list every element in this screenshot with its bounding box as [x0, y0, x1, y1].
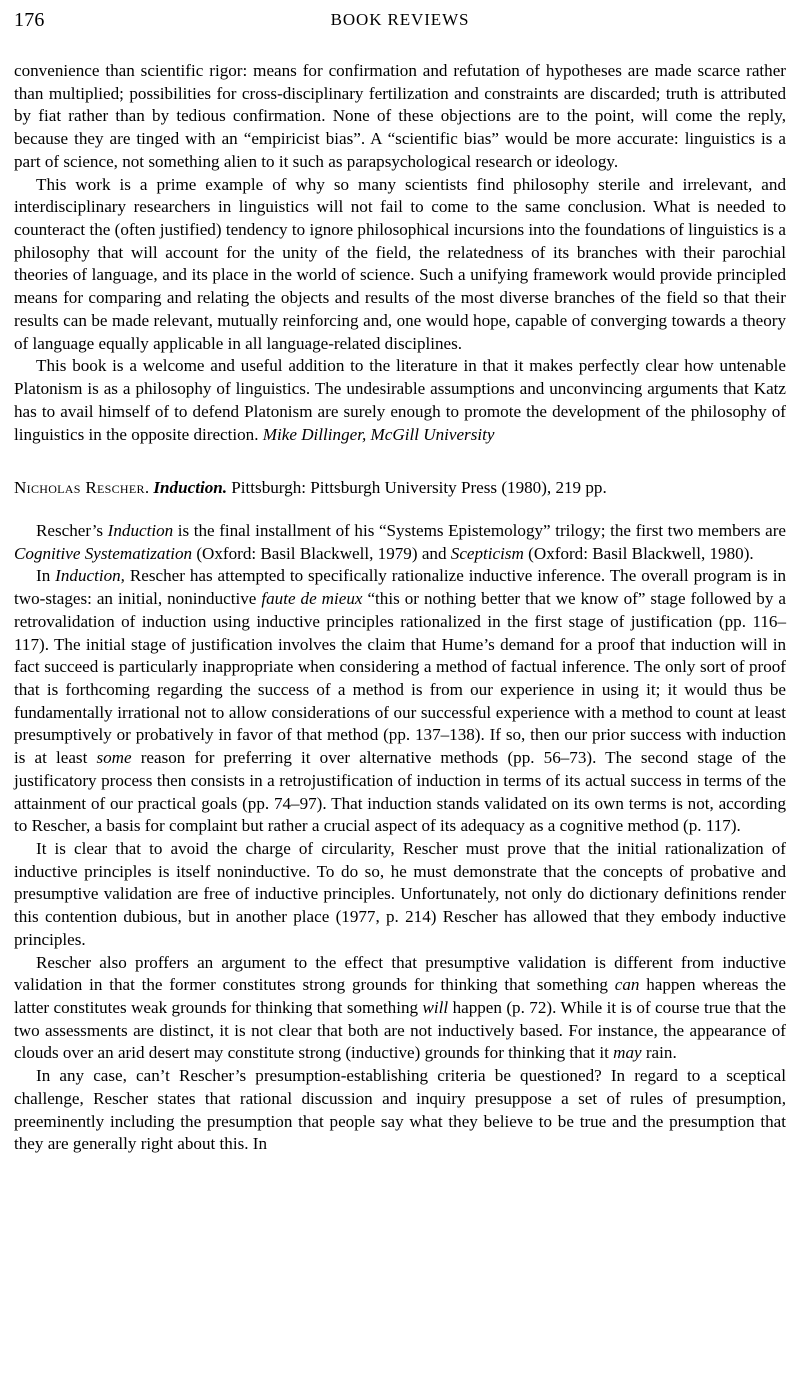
- paragraph-text: In any case, can’t Rescher’s presumption-establishing criteria be questioned? In regard to a sceptical challenge, Rescher states that rational discussion and inquiry presuppose a set of rules of presumption, preeminently including the presumption that people say what they believe to be true and the presumption that they are generally right about this. In: [14, 1066, 786, 1154]
- paragraph-text: rain.: [641, 1043, 677, 1063]
- paragraph-text: reason for preferring it over alternative methods (pp. 56–73). The second stage of the justificatory process then consists in a retrojustification of induction in terms of its actual success in terms of the attainment of our practical goals (pp. 74–97). That induction stands validated on its own terms is not, according to Rescher, a basis for complaint but rather a crucial aspect of its adequacy as a cognitive method (p. 117).: [14, 748, 786, 836]
- paragraph-text: is the final installment of his “Systems Epistemology” trilogy; the first two members are: [173, 520, 786, 540]
- paragraph-text: This book is a welcome and useful addition to the literature in that it makes perfectly clear how untenable Platonism is as a philosophy of linguistics. The undesirable assumptions and unconvincing arguments that Katz has to avail himself of to defend Platonism are surely enough to promote the development of the philosophy of linguistics in the opposite direction.: [14, 356, 786, 444]
- book-citation: [14, 477, 786, 500]
- paragraph: [14, 952, 786, 1066]
- emphasis-text: Scepticism: [450, 543, 524, 563]
- running-head-title: BOOK REVIEWS: [330, 10, 470, 29]
- emphasis-text: some: [96, 748, 132, 768]
- paragraph-text: Rescher also proffers an argument to the effect that presumptive validation is different from inductive validation in that the former constitutes strong grounds for thinking that something: [14, 952, 786, 995]
- paragraph: This work is a prime example of why so many scientists find philosophy sterile and irrelevant, and interdisciplinary researchers in linguistics will not fail to come to the same conclusion. What is needed to counteract the (often justified) tendency to ignore philosophical incursions into the foundations of linguistics is a philosophy that will account for the unity of the field, the relatedness of its branches with their parochial theories of language, and its place in the world of science. Such a unifying framework would provide principled means for comparing and relating the objects and results of the most diverse branches of the field so that their results can be made relevant, mutually reinforcing and, one would hope, capable of converging towards a theory of language equally applicable in all language-related disciplines.: [14, 174, 786, 353]
- emphasis-text: Cognitive Systematization: [14, 543, 193, 563]
- paragraph-text: “this or nothing better that we know of” stage followed by a retrovalidation of induction using inductive principles rationalized in the first stage of justification (pp. 116–117). The initial stage of justification involves the claim that Hume’s demand for a proof that induction will in fact succeed is particularly inappropriate when considering a method of factual inference. The only sort of proof that is forthcoming regarding the success of a method is from our experience in using it; it would thus be fundamentally irrational not to allow considerations of our successful experience with a method to count at least presumptively or probatively in favor of that method (pp. 137–138). If so, then our prior success with induction is at least: [14, 589, 786, 768]
- page-number: 176: [14, 9, 45, 31]
- text-column: [14, 60, 786, 1156]
- paragraph-text: happen whereas the latter constitutes weak grounds for thinking that something: [14, 975, 787, 1018]
- paragraph: [14, 520, 786, 565]
- paragraph-text: happen (p. 72). While it is of course true that the two assessments are distinct, it is not clear that both are not inductively based. For instance, the appearance of clouds over an arid desert may constitute strong (inductive) grounds for thinking that it: [14, 998, 786, 1063]
- paragraph-continuation: convenience than scientific rigor: means for confirmation and refutation of hypotheses are made scarce rather than multiplied; possibilities for cross-disciplinary fertilization and constraints are discarded; truth is attributed by fiat rather than by tedious confirmation. None of these objections are to the point, will come the reply, because they are tinged with an “empiricist bias”. A “scientific bias” would be more accurate: linguistics is a part of science, not something alien to it such as parapsychological research or ideology.: [14, 61, 786, 171]
- paragraph: [14, 565, 786, 838]
- citation-author-punctuation: .: [144, 478, 154, 498]
- running-head: [14, 8, 786, 36]
- citation-author: Nicholas Rescher: [14, 478, 145, 498]
- review-body: [14, 520, 786, 1156]
- paragraph-text: In: [36, 566, 56, 586]
- emphasis-text: faute de mieux: [261, 589, 363, 609]
- paragraph-text: It is clear that to avoid the charge of circularity, Rescher must prove that the initial rationalization of inductive principles is itself noninductive. To do so, he must demonstrate that the concepts of probative and presumptive validation are free of inductive principles. Unfortunately, not only do dictionary definitions render this contention dubious, but in another place (1977, p. 214) Rescher has allowed that they embody inductive principles.: [14, 839, 786, 949]
- spacer: [14, 500, 786, 520]
- emphasis-text: Induction,: [55, 566, 125, 586]
- paragraph-text: (Oxford: Basil Blackwell, 1979) and: [192, 543, 451, 563]
- paragraph-with-signature: [14, 355, 786, 446]
- paragraph-text: Rescher has attempted to specifically rationalize inductive inference. The overall program is in two-stages: an initial, noninductive: [14, 566, 787, 609]
- emphasis-text: can: [614, 975, 640, 995]
- reviewer-signature: Mike Dillinger, McGill University: [262, 424, 495, 444]
- paragraph-text: Rescher’s: [36, 520, 108, 540]
- paragraph: [14, 1065, 786, 1156]
- emphasis-text: may: [613, 1043, 642, 1063]
- paragraph: [14, 838, 786, 952]
- spacer: [14, 446, 786, 477]
- emphasis-text: Induction: [107, 520, 174, 540]
- emphasis-text: will: [422, 998, 449, 1018]
- citation-title: Induction.: [153, 478, 228, 498]
- citation-imprint: Pittsburgh: Pittsburgh University Press (1980), 219 pp.: [227, 478, 607, 498]
- paragraph-text: (Oxford: Basil Blackwell, 1980).: [523, 543, 754, 563]
